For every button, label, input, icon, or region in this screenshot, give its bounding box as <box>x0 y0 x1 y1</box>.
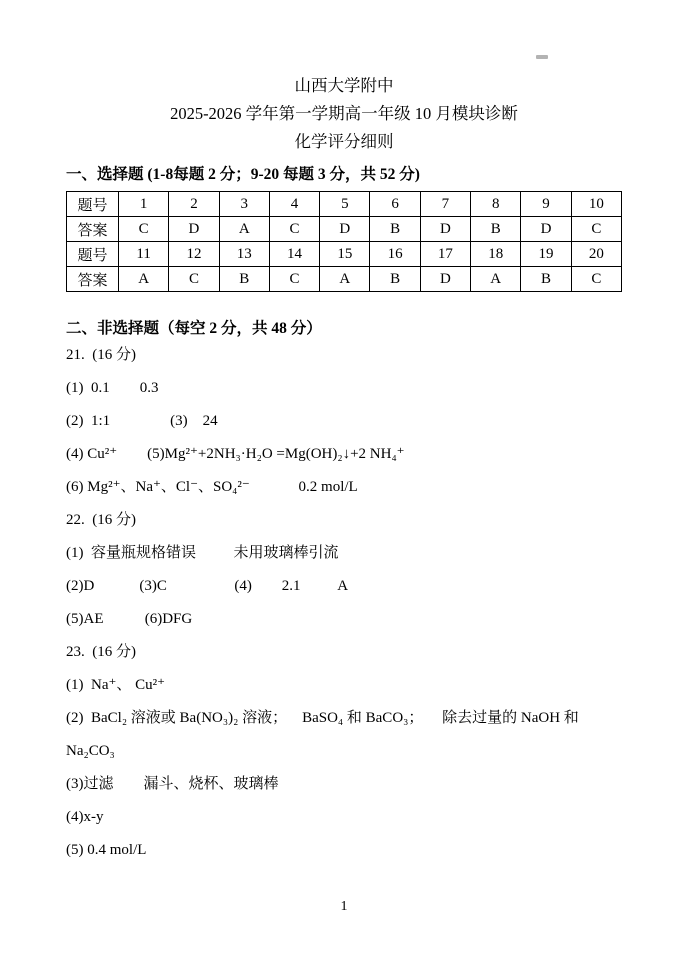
answer-table-cell: 6 <box>370 192 420 217</box>
answer-line: (5)AE (6)DFG <box>66 611 193 627</box>
choice-section-heading: 一、选择题 (1-8每题 2 分；9-20 每题 3 分，共 52 分) <box>66 166 420 183</box>
answer-table-row <box>67 267 622 292</box>
answer-table-cell: D <box>169 217 219 242</box>
exam-title: 2025-2026 学年第一学期高一年级 10 月模块诊断 <box>170 104 518 123</box>
answer-table-cell: D <box>521 217 571 242</box>
answer-table-cell: 11 <box>119 242 169 267</box>
answer-table-cell: C <box>571 217 621 242</box>
answer-table-cell: 16 <box>370 242 420 267</box>
question-22-block <box>66 504 622 636</box>
answer-table <box>66 191 622 292</box>
answer-table-cell: C <box>269 217 319 242</box>
answer-table-cell: 1 <box>119 192 169 217</box>
answer-table-cell: A <box>119 267 169 292</box>
answer-line: (2) 1:1 (3) 24 <box>66 413 218 429</box>
free-section-heading: 二、非选择题（每空 2 分，共 48 分） <box>66 320 322 337</box>
answer-table-cell: 13 <box>219 242 269 267</box>
answer-table-cell: 答案 <box>67 267 119 292</box>
answer-table-cell: A <box>471 267 521 292</box>
answer-line: (3)过滤 漏斗、烧杯、玻璃棒 <box>66 776 279 792</box>
answer-table-cell: B <box>370 217 420 242</box>
school-title: 山西大学附中 <box>294 76 394 95</box>
answer-table-cell: A <box>219 217 269 242</box>
scan-artifact-mark <box>536 55 548 59</box>
question-21-block <box>66 339 622 504</box>
document-header <box>66 58 622 156</box>
answer-line: (6) Mg²⁺、Na⁺、Cl⁻、SO₄²⁻ 0.2 mol/L <box>66 479 358 495</box>
answer-line: (1) 0.1 0.3 <box>66 380 159 396</box>
answer-table-row <box>67 242 622 267</box>
answer-table-cell: 答案 <box>67 217 119 242</box>
page-number: 1 <box>340 899 348 914</box>
answer-table-cell: 2 <box>169 192 219 217</box>
answer-table-cell: 8 <box>471 192 521 217</box>
answer-table-cell: D <box>320 217 370 242</box>
answer-table-cell: 9 <box>521 192 571 217</box>
answer-table-cell: C <box>119 217 169 242</box>
answer-table-cell: D <box>420 217 470 242</box>
answer-table-cell: B <box>521 267 571 292</box>
answer-table-cell: 7 <box>420 192 470 217</box>
answer-table-cell: 题号 <box>67 242 119 267</box>
question-23-block <box>66 636 622 867</box>
answer-line: (4)x-y <box>66 809 104 825</box>
answer-table-cell: B <box>370 267 420 292</box>
answer-table-cell: C <box>169 267 219 292</box>
question-22-title: 22. (16 分) <box>66 512 136 528</box>
question-23-title: 23. (16 分) <box>66 644 136 660</box>
answer-table-cell: 4 <box>269 192 319 217</box>
answer-table-cell: 19 <box>521 242 571 267</box>
answer-table-cell: 14 <box>269 242 319 267</box>
answer-table-cell: 10 <box>571 192 621 217</box>
answer-table-cell: 20 <box>571 242 621 267</box>
answer-table-cell: 12 <box>169 242 219 267</box>
answer-table-cell: 题号 <box>67 192 119 217</box>
answer-table-cell: B <box>471 217 521 242</box>
answer-table-cell: 17 <box>420 242 470 267</box>
answer-line: (1) Na⁺、 Cu²⁺ <box>66 677 166 693</box>
answer-line: (2) BaCl₂ 溶液或 Ba(NO₃)₂ 溶液； BaSO₄ 和 BaCO₃； 除去过量的 NaOH 和 Na₂CO₃ <box>66 710 583 759</box>
answer-table-cell: C <box>571 267 621 292</box>
answer-table-cell: 18 <box>471 242 521 267</box>
answer-table-cell: A <box>320 267 370 292</box>
answer-line: (4) Cu²⁺ (5)Mg²⁺+2NH₃·H₂O =Mg(OH)₂↓+2 NH₄⁺ <box>66 446 405 462</box>
answer-table-cell: 3 <box>219 192 269 217</box>
subject-title: 化学评分细则 <box>294 132 394 151</box>
answer-line: (2)D (3)C (4) 2.1 A <box>66 578 349 594</box>
question-21-title: 21. (16 分) <box>66 347 136 363</box>
answer-line: (5) 0.4 mol/L <box>66 842 147 858</box>
answer-table-cell: B <box>219 267 269 292</box>
answer-table-cell: D <box>420 267 470 292</box>
answer-table-cell: 15 <box>320 242 370 267</box>
answer-table-row <box>67 217 622 242</box>
answer-table-cell: C <box>269 267 319 292</box>
answer-line: (1) 容量瓶规格错误 未用玻璃棒引流 <box>66 545 339 561</box>
answer-table-cell: 5 <box>320 192 370 217</box>
answer-table-row <box>67 192 622 217</box>
